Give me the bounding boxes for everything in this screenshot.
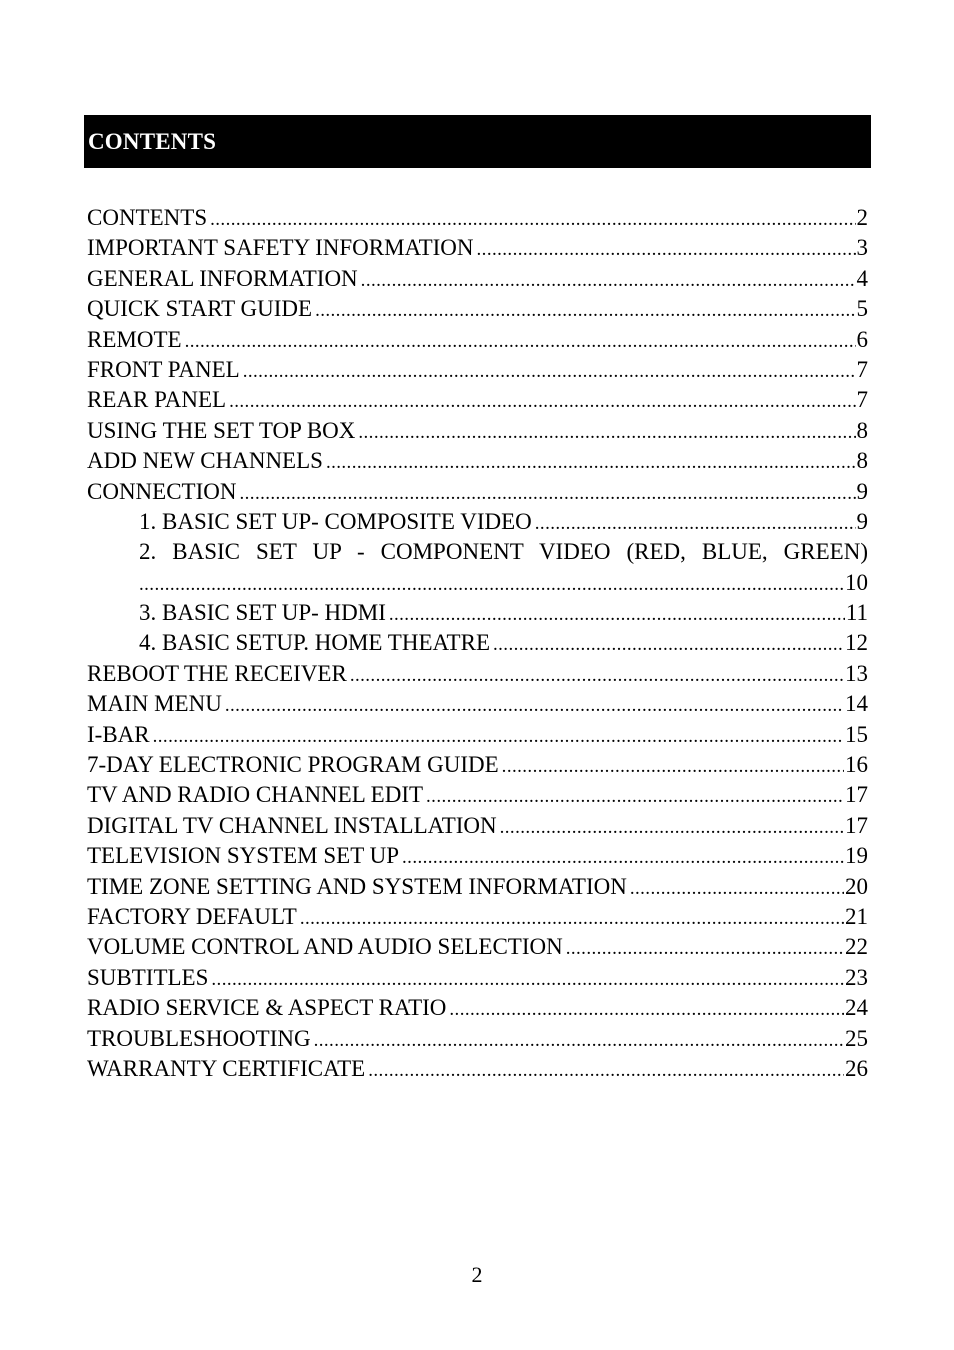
toc-entry-title: USING THE SET TOP BOX bbox=[87, 417, 356, 443]
toc-entry-title: TIME ZONE SETTING AND SYSTEM INFORMATION bbox=[87, 873, 627, 899]
toc-entry-title: I-BAR bbox=[87, 721, 150, 747]
toc-entry[interactable] bbox=[87, 659, 868, 689]
toc-entry[interactable] bbox=[87, 628, 868, 658]
table-of-contents bbox=[87, 203, 868, 1084]
toc-leader-dots bbox=[566, 934, 844, 962]
toc-entry-page: 10 bbox=[845, 569, 868, 595]
toc-entry-title: CONTENTS bbox=[87, 205, 208, 230]
toc-entry-title: REAR PANEL bbox=[87, 387, 227, 413]
toc-entry[interactable] bbox=[87, 1054, 868, 1084]
toc-leader-dots bbox=[211, 965, 844, 993]
toc-leader-dots bbox=[389, 600, 845, 628]
toc-entry-page: 21 bbox=[845, 903, 868, 929]
toc-entry[interactable] bbox=[87, 325, 868, 355]
toc-entry-title: CONNECTION bbox=[87, 478, 237, 504]
toc-leader-dots bbox=[185, 327, 856, 355]
toc-entry-page: 19 bbox=[845, 843, 868, 869]
toc-leader-dots bbox=[535, 509, 856, 537]
toc-entry-title: ADD NEW CHANNELS bbox=[87, 448, 323, 474]
toc-leader-dots bbox=[326, 448, 856, 476]
toc-leader-dots bbox=[630, 874, 844, 902]
toc-entry[interactable] bbox=[87, 598, 868, 628]
toc-entry-page: 8 bbox=[856, 448, 868, 474]
toc-entry-title: FRONT PANEL bbox=[87, 356, 240, 382]
toc-entry-page: 15 bbox=[845, 721, 868, 747]
toc-entry-page: 17 bbox=[845, 812, 868, 838]
toc-entry-title: FACTORY DEFAULT bbox=[87, 903, 297, 929]
toc-entry-title: 1. BASIC SET UP- COMPOSITE VIDEO bbox=[139, 508, 532, 534]
toc-entry[interactable] bbox=[87, 720, 868, 750]
toc-leader-dots bbox=[368, 1056, 844, 1084]
toc-entry[interactable] bbox=[87, 993, 868, 1023]
toc-entry[interactable] bbox=[87, 841, 868, 871]
toc-entry-page: 14 bbox=[845, 691, 868, 717]
toc-leader-dots bbox=[500, 813, 844, 841]
toc-entry[interactable] bbox=[87, 963, 868, 993]
toc-entry[interactable] bbox=[87, 872, 868, 902]
toc-leader-dots bbox=[139, 570, 844, 598]
toc-entry-title: VOLUME CONTROL AND AUDIO SELECTION bbox=[87, 934, 563, 960]
contents-header-banner bbox=[84, 115, 871, 168]
toc-entry-page: 16 bbox=[845, 752, 868, 778]
toc-entry[interactable] bbox=[87, 750, 868, 780]
toc-entry-title: TROUBLESHOOTING bbox=[87, 1025, 311, 1051]
toc-entry-page: 23 bbox=[845, 964, 868, 990]
toc-entry-page: 5 bbox=[856, 296, 868, 322]
toc-entry-continuation[interactable] bbox=[87, 568, 868, 598]
toc-entry[interactable] bbox=[87, 1024, 868, 1054]
toc-entry-page: 3 bbox=[856, 235, 868, 261]
page-number: 2 bbox=[471, 1262, 483, 1287]
toc-entry-title: 4. BASIC SETUP. HOME THEATRE bbox=[139, 630, 490, 656]
toc-leader-dots bbox=[300, 904, 844, 932]
toc-entry-title: REMOTE bbox=[87, 326, 182, 352]
toc-entry[interactable] bbox=[87, 932, 868, 962]
toc-entry-title: 7-DAY ELECTRONIC PROGRAM GUIDE bbox=[87, 752, 499, 778]
toc-leader-dots bbox=[153, 722, 844, 750]
toc-entry-page: 13 bbox=[845, 660, 868, 686]
toc-entry-title: 3. BASIC SET UP- HDMI bbox=[139, 600, 386, 626]
toc-entry-title: RADIO SERVICE & ASPECT RATIO bbox=[87, 995, 447, 1021]
toc-entry-page: 7 bbox=[856, 387, 868, 413]
toc-entry-page: 24 bbox=[845, 995, 868, 1021]
toc-entry-page: 26 bbox=[845, 1055, 868, 1081]
toc-entry-title: QUICK START GUIDE bbox=[87, 296, 313, 322]
toc-leader-dots bbox=[426, 782, 844, 810]
toc-entry[interactable] bbox=[87, 233, 868, 263]
toc-leader-dots bbox=[358, 418, 855, 446]
toc-leader-dots bbox=[243, 357, 856, 385]
toc-leader-dots bbox=[225, 691, 844, 719]
toc-entry[interactable] bbox=[87, 294, 868, 324]
toc-leader-dots bbox=[240, 479, 856, 507]
toc-entry-title: SUBTITLES bbox=[87, 964, 209, 990]
toc-entry-page: 9 bbox=[856, 478, 868, 504]
toc-leader-dots bbox=[477, 235, 856, 263]
toc-leader-dots bbox=[361, 266, 856, 294]
toc-leader-dots bbox=[229, 387, 855, 415]
toc-entry-page: 22 bbox=[845, 934, 868, 960]
toc-entry[interactable] bbox=[87, 507, 868, 537]
toc-entry[interactable] bbox=[87, 537, 868, 567]
toc-entry[interactable] bbox=[87, 446, 868, 476]
page-title: CONTENTS bbox=[88, 129, 217, 154]
toc-entry-page: 4 bbox=[856, 265, 868, 291]
toc-entry[interactable] bbox=[87, 477, 868, 507]
toc-entry-page: 9 bbox=[856, 508, 868, 534]
toc-entry[interactable] bbox=[87, 689, 868, 719]
toc-leader-dots bbox=[502, 752, 844, 780]
toc-entry[interactable] bbox=[87, 416, 868, 446]
toc-entry-page: 17 bbox=[845, 782, 868, 808]
toc-entry-page: 7 bbox=[856, 356, 868, 382]
toc-entry-title: MAIN MENU bbox=[87, 691, 222, 717]
toc-entry-page: 6 bbox=[856, 326, 868, 352]
toc-entry-page: 11 bbox=[845, 600, 868, 626]
toc-entry-title: 2. BASIC SET UP - COMPONENT VIDEO (RED, BLUE, GREEN) bbox=[139, 539, 868, 565]
toc-leader-dots bbox=[210, 205, 855, 233]
toc-leader-dots bbox=[314, 1026, 844, 1054]
toc-entry-title: REBOOT THE RECEIVER bbox=[87, 660, 347, 686]
toc-entry-page: 25 bbox=[845, 1025, 868, 1051]
toc-entry-title: TELEVISION SYSTEM SET UP bbox=[87, 843, 400, 869]
toc-entry-title: IMPORTANT SAFETY INFORMATION bbox=[87, 235, 474, 261]
toc-entry[interactable] bbox=[87, 264, 868, 294]
toc-leader-dots bbox=[449, 995, 844, 1023]
toc-entry[interactable] bbox=[87, 203, 868, 233]
toc-entry[interactable] bbox=[87, 902, 868, 932]
toc-leader-dots bbox=[350, 661, 844, 689]
toc-entry-page: 20 bbox=[845, 873, 868, 899]
toc-entry-title: GENERAL INFORMATION bbox=[87, 265, 358, 291]
toc-entry-page: 8 bbox=[856, 417, 868, 443]
toc-entry-title: TV AND RADIO CHANNEL EDIT bbox=[87, 782, 424, 808]
toc-entry-page: 2 bbox=[856, 205, 868, 230]
toc-entry[interactable] bbox=[87, 780, 868, 810]
toc-entry-page: 12 bbox=[845, 630, 868, 656]
toc-entry-title: DIGITAL TV CHANNEL INSTALLATION bbox=[87, 812, 497, 838]
toc-entry[interactable] bbox=[87, 811, 868, 841]
toc-leader-dots bbox=[493, 630, 844, 658]
toc-entry[interactable] bbox=[87, 385, 868, 415]
toc-entry[interactable] bbox=[87, 355, 868, 385]
toc-leader-dots bbox=[402, 843, 844, 871]
toc-entry-title: WARRANTY CERTIFICATE bbox=[87, 1055, 366, 1081]
toc-leader-dots bbox=[315, 296, 855, 324]
